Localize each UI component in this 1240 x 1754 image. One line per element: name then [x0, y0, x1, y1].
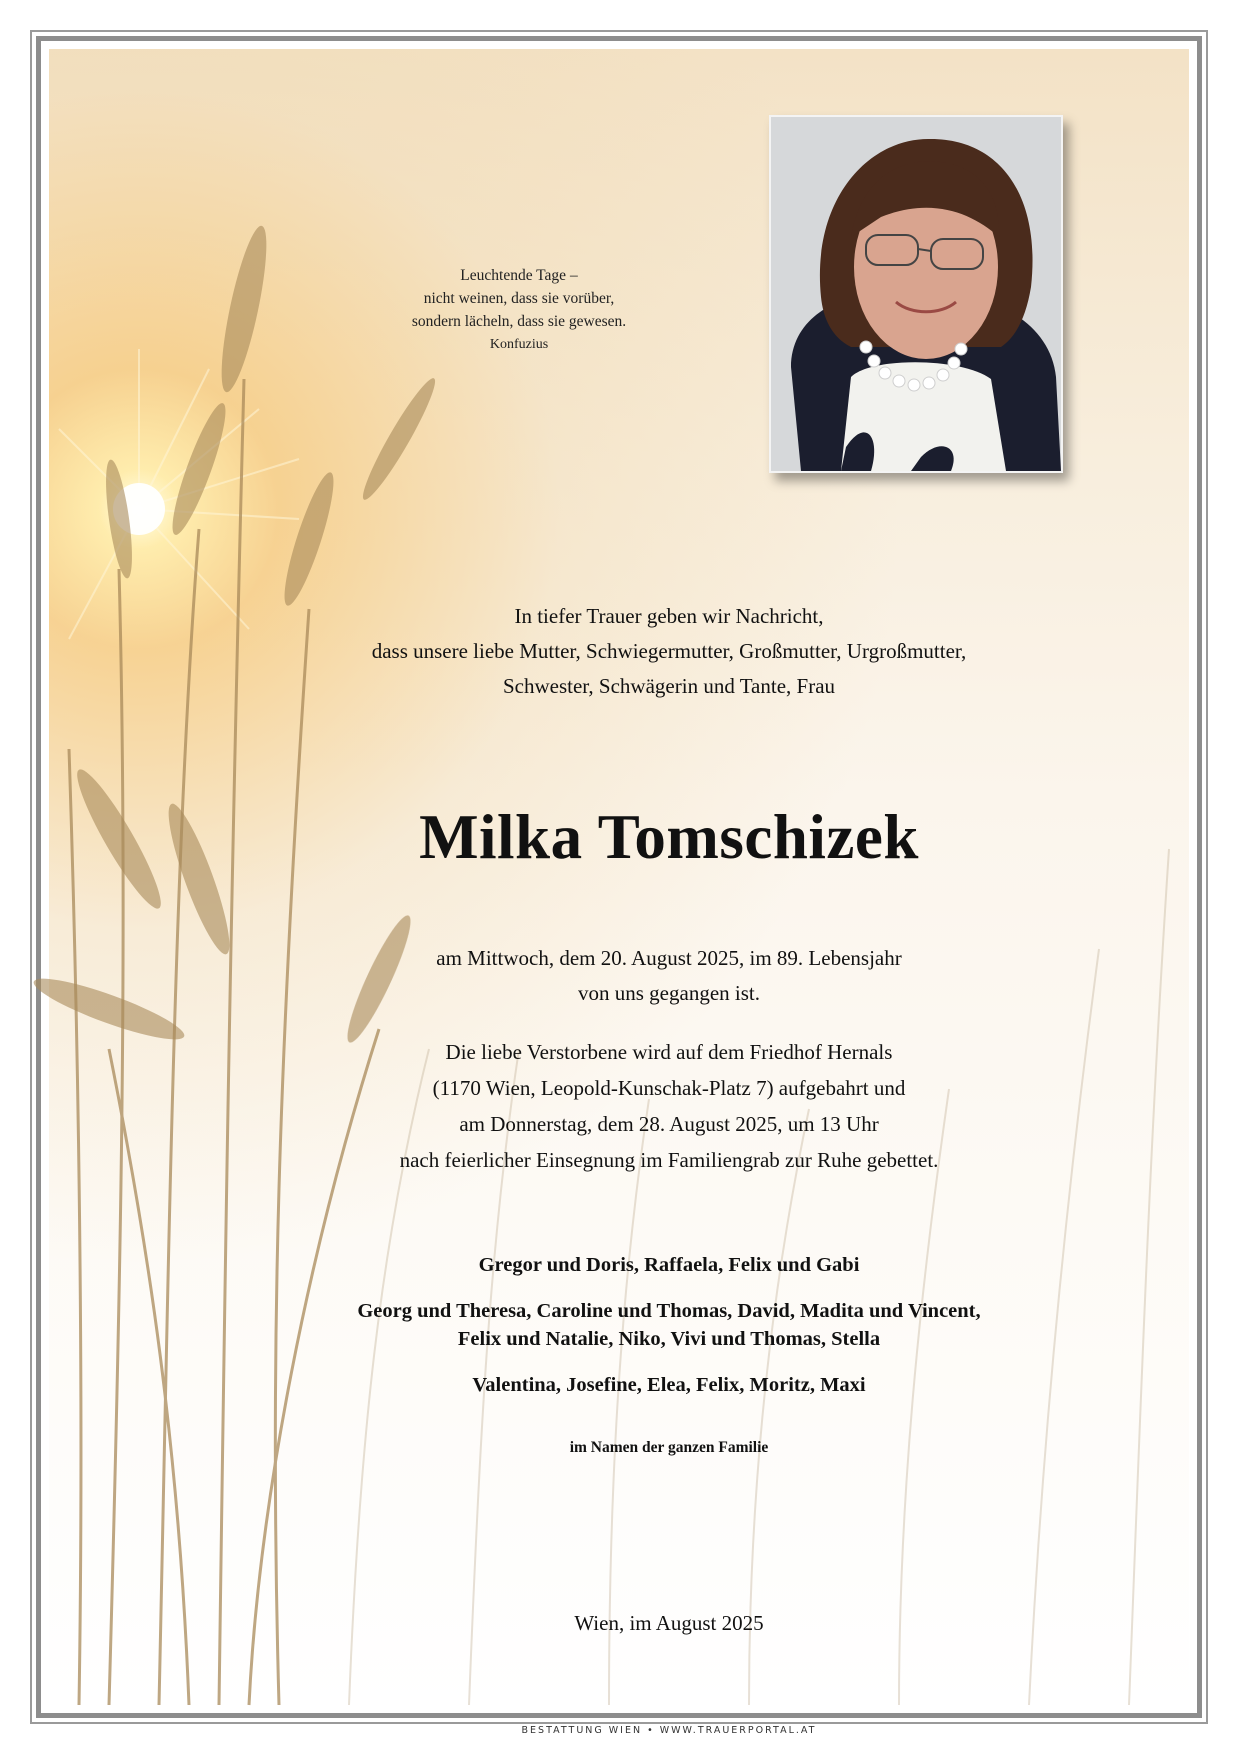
quote-author: Konfuzius	[489, 337, 549, 352]
family-signoff: im Namen der ganzen Familie	[569, 1439, 769, 1456]
obituary-card	[49, 49, 1189, 1736]
intro-line: In tiefer Trauer geben wir Nachricht,	[514, 604, 824, 628]
portrait-photo	[769, 115, 1063, 473]
funeral-line: Die liebe Verstorbene wird auf dem Friedhof Hernals	[445, 1040, 893, 1064]
intro-line: dass unsere liebe Mutter, Schwiegermutter, Großmutter, Urgroßmutter,	[371, 639, 967, 663]
place-date: Wien, im August 2025	[574, 1611, 764, 1635]
quote-line: nicht weinen, dass sie vorüber,	[423, 290, 615, 307]
family-group-grandchildren	[149, 1297, 1189, 1353]
family-mourners	[149, 1251, 1189, 1417]
quote-line: Leuchtende Tage –	[460, 267, 578, 284]
death-notice	[149, 941, 1189, 1011]
funeral-details	[149, 1034, 1189, 1178]
family-line: Felix und Natalie, Niko, Vivi und Thomas, Stella	[457, 1328, 881, 1350]
intro-line: Schwester, Schwägerin und Tante, Frau	[502, 674, 836, 698]
family-group-great-grandchildren: Valentina, Josefine, Elea, Felix, Moritz, Maxi	[472, 1374, 866, 1396]
portrait-image	[771, 117, 1061, 471]
funeral-line: nach feierlicher Einsegnung im Familiengrab zur Ruhe gebettet.	[399, 1148, 939, 1172]
quote-line: sondern lächeln, dass sie gewesen.	[411, 313, 627, 330]
deceased-name: Milka Tomschizek	[419, 802, 919, 872]
intro-text	[149, 599, 1189, 704]
family-line: Georg und Theresa, Caroline und Thomas, David, Madita und Vincent,	[357, 1300, 981, 1322]
funeral-line: am Donnerstag, dem 28. August 2025, um 13 Uhr	[459, 1112, 879, 1136]
death-line: von uns gegangen ist.	[578, 981, 760, 1005]
footer-credit: BESTATTUNG WIEN • WWW.TRAUERPORTAL.AT	[521, 1725, 817, 1736]
funeral-line: (1170 Wien, Leopold-Kunschak-Platz 7) aufgebahrt und	[432, 1076, 906, 1100]
family-group-children: Gregor und Doris, Raffaela, Felix und Gabi	[478, 1254, 860, 1276]
death-line: am Mittwoch, dem 20. August 2025, im 89. Lebensjahr	[436, 946, 902, 970]
quote-block	[349, 264, 689, 356]
